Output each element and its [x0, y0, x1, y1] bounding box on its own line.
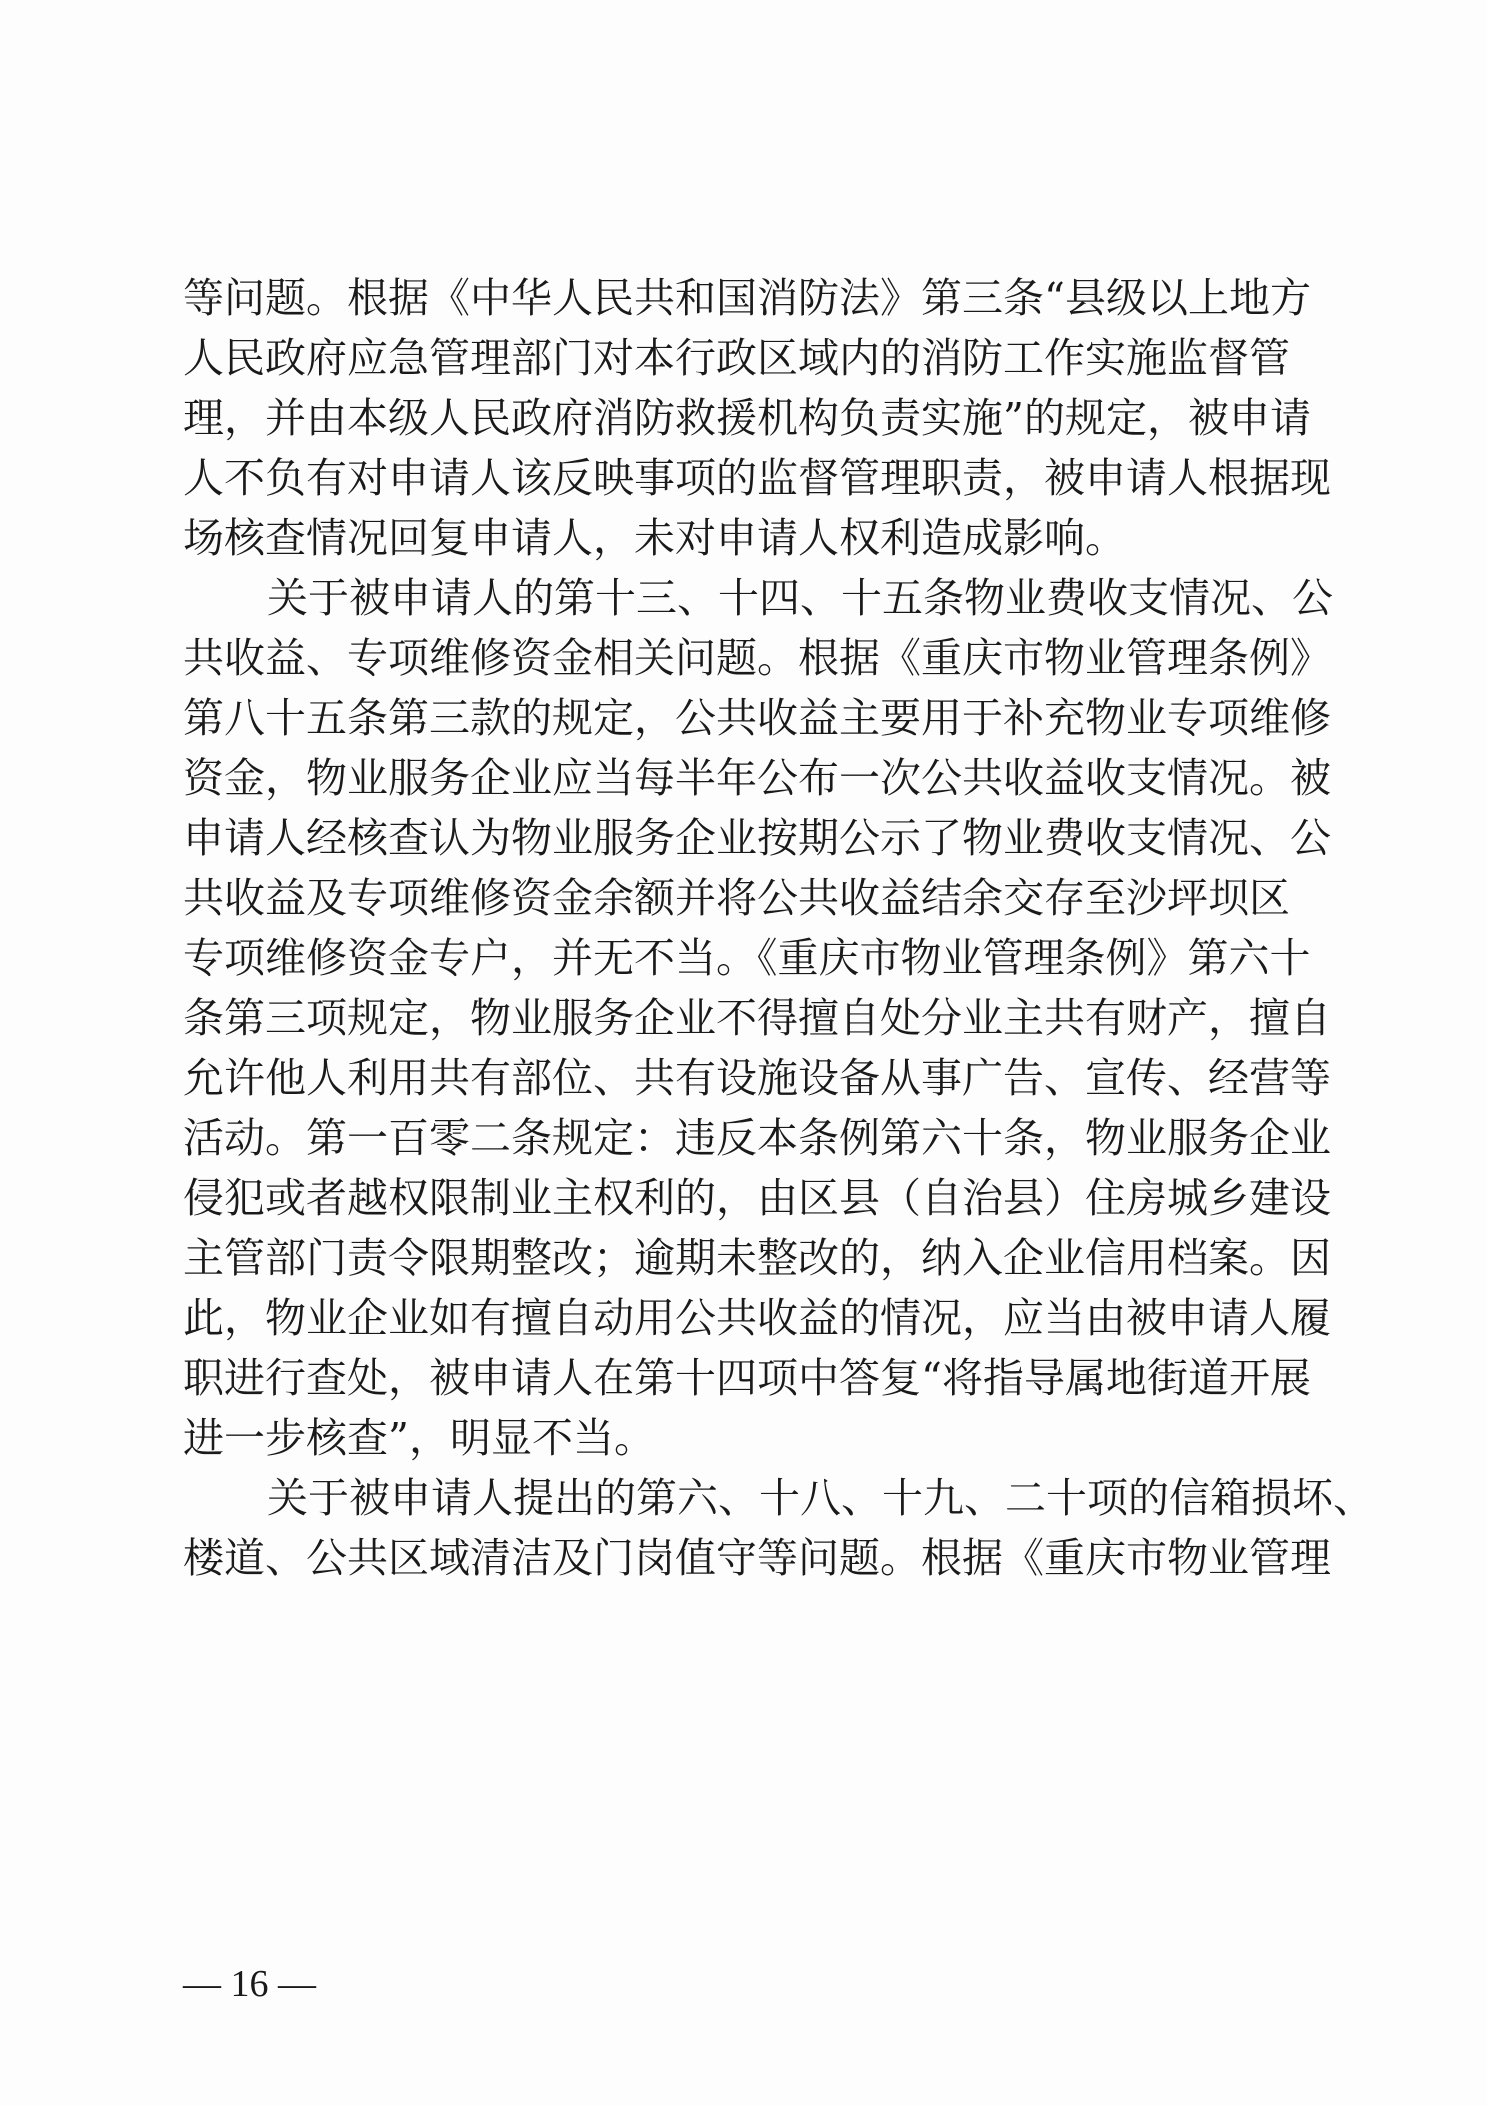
text-line: 侵犯或者越权限制业主权利的，由区县（自治县）住房城乡建设 — [183, 1174, 1331, 1222]
text-line: 共收益及专项维修资金余额并将公共收益结余交存至沙坪坝区 — [183, 874, 1290, 922]
text-line: 关于被申请人提出的第六、十八、十九、二十项的信箱损坏、 — [267, 1474, 1374, 1522]
text-line: 人民政府应急管理部门对本行政区域内的消防工作实施监督管 — [183, 334, 1290, 382]
text-line: 共收益、专项维修资金相关问题。根据《重庆市物业管理条例》 — [183, 634, 1331, 682]
text-line: 职进行查处，被申请人在第十四项中答复“将指导属地街道开展 — [183, 1354, 1311, 1402]
text-line: 条第三项规定，物业服务企业不得擅自处分业主共有财产，擅自 — [183, 994, 1331, 1042]
body-text — [183, 268, 1374, 1588]
text-line: 申请人经核查认为物业服务企业按期公示了物业费收支情况、公 — [183, 814, 1331, 862]
text-line: 资金，物业服务企业应当每半年公布一次公共收益收支情况。被 — [183, 754, 1331, 802]
text-line: 等问题。根据《中华人民共和国消防法》第三条“县级以上地方 — [183, 274, 1311, 322]
text-line: 楼道、公共区域清洁及门岗值守等问题。根据《重庆市物业管理 — [183, 1534, 1331, 1582]
page-number: — 16 — — [183, 1963, 316, 2005]
text-line: 场核查情况回复申请人，未对申请人权利造成影响。 — [183, 514, 1126, 562]
text-line: 进一步核查”，明显不当。 — [183, 1414, 655, 1462]
text-line: 第八十五条第三款的规定，公共收益主要用于补充物业专项维修 — [183, 694, 1331, 742]
text-line: 允许他人利用共有部位、共有设施设备从事广告、宣传、经营等 — [183, 1054, 1331, 1102]
text-line: 专项维修资金专户，并无不当。《重庆市物业管理条例》第六十 — [183, 934, 1311, 982]
text-line: 此，物业企业如有擅自动用公共收益的情况，应当由被申请人履 — [183, 1294, 1331, 1342]
text-line: 理，并由本级人民政府消防救援机构负责实施”的规定，被申请 — [183, 394, 1311, 442]
text-line: 活动。第一百零二条规定：违反本条例第六十条，物业服务企业 — [183, 1114, 1331, 1162]
text-line: 人不负有对申请人该反映事项的监督管理职责，被申请人根据现 — [183, 454, 1331, 502]
text-line: 关于被申请人的第十三、十四、十五条物业费收支情况、公 — [267, 574, 1333, 622]
text-line: 主管部门责令限期整改；逾期未整改的，纳入企业信用档案。因 — [183, 1234, 1331, 1282]
